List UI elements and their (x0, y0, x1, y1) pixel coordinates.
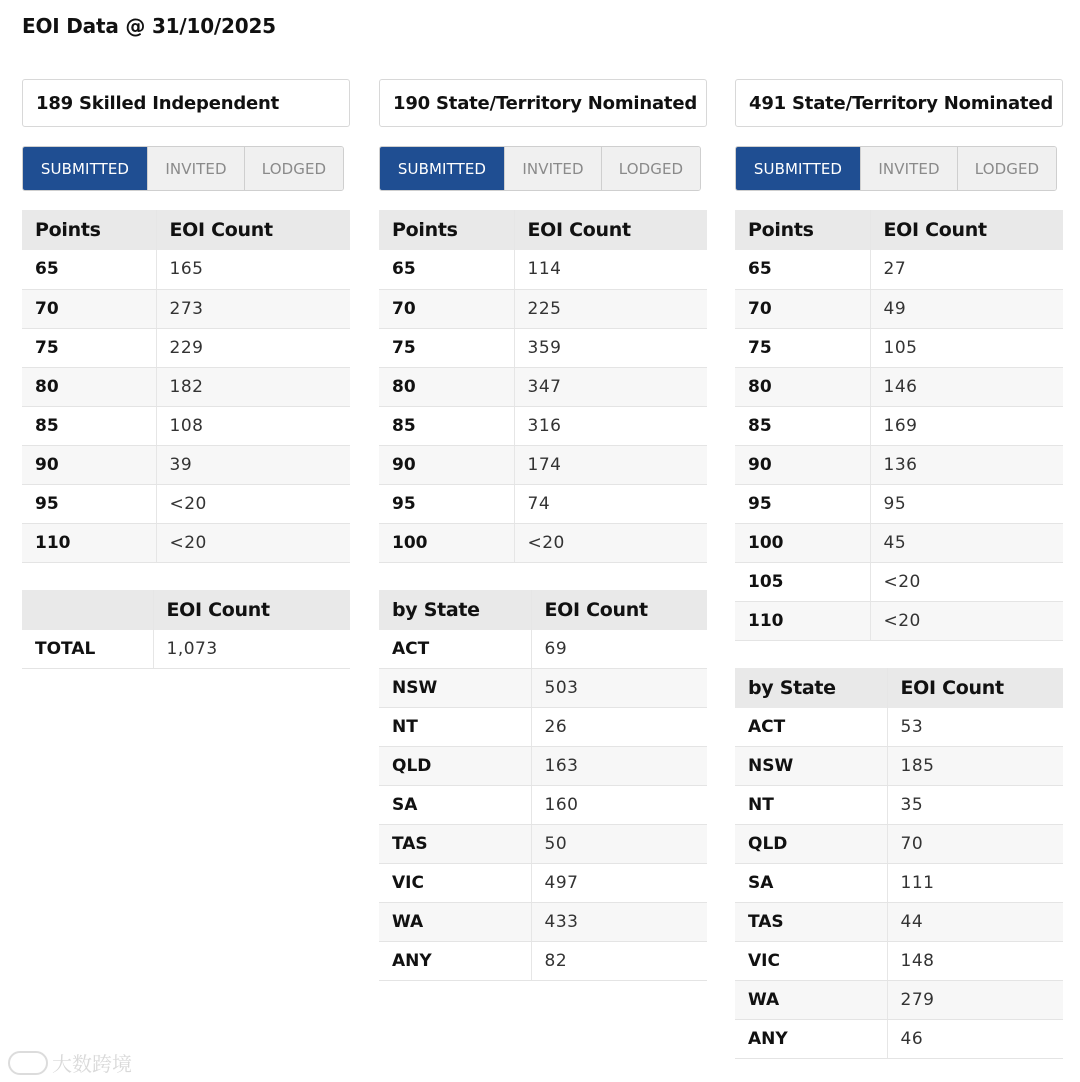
eoi-count-cell: 160 (531, 786, 707, 825)
column-header: Points (379, 210, 514, 250)
row-label: TOTAL (22, 630, 153, 669)
table-row (22, 367, 350, 406)
page-title: EOI Data @ 31/10/2025 (22, 14, 276, 38)
tab-lodged[interactable]: LODGED (958, 147, 1056, 190)
row-label: 90 (379, 445, 514, 484)
column-header: EOI Count (531, 590, 707, 630)
row-label: 75 (379, 328, 514, 367)
eoi-count-cell: 44 (887, 903, 1063, 942)
eoi-count-cell: 146 (870, 367, 1063, 406)
eoi-count-cell: 108 (156, 406, 350, 445)
row-label: 65 (379, 250, 514, 289)
tab-invited[interactable]: INVITED (148, 147, 245, 190)
visa-column (379, 79, 707, 981)
row-label: 75 (22, 328, 156, 367)
column-header: EOI Count (514, 210, 707, 250)
eoi-count-cell: 50 (531, 825, 707, 864)
table-row (379, 484, 707, 523)
tab-lodged[interactable]: LODGED (245, 147, 343, 190)
table-row (735, 708, 1063, 747)
row-label: QLD (735, 825, 887, 864)
table-row (735, 747, 1063, 786)
table-row (379, 367, 707, 406)
table-row (735, 484, 1063, 523)
table-row (22, 445, 350, 484)
row-label: ANY (379, 942, 531, 981)
visa-title: 189 Skilled Independent (22, 79, 350, 127)
tab-submitted[interactable]: SUBMITTED (23, 147, 148, 190)
eoi-count-cell: 74 (514, 484, 707, 523)
row-label: VIC (379, 864, 531, 903)
row-label: 75 (735, 328, 870, 367)
column-header: EOI Count (887, 668, 1063, 708)
table-row (735, 367, 1063, 406)
table-row (735, 445, 1063, 484)
eoi-count-cell: 316 (514, 406, 707, 445)
eoi-count-cell: 82 (531, 942, 707, 981)
table-row (379, 523, 707, 562)
row-label: 85 (735, 406, 870, 445)
column-header (22, 590, 153, 630)
eoi-count-cell: 95 (870, 484, 1063, 523)
status-toggle-group (22, 146, 344, 191)
table-row (379, 445, 707, 484)
eoi-count-cell: 229 (156, 328, 350, 367)
eoi-count-cell: 225 (514, 289, 707, 328)
row-label: 65 (22, 250, 156, 289)
total-table (22, 590, 350, 670)
table-row (22, 484, 350, 523)
state-table (379, 590, 707, 982)
table-row (735, 250, 1063, 289)
eoi-count-cell: 114 (514, 250, 707, 289)
table-row (735, 981, 1063, 1020)
eoi-count-cell: 46 (887, 1020, 1063, 1059)
row-label: 70 (735, 289, 870, 328)
table-row (379, 669, 707, 708)
table-row (379, 328, 707, 367)
table-row (379, 903, 707, 942)
state-table (735, 668, 1063, 1060)
eoi-count-cell: <20 (870, 562, 1063, 601)
table-row (735, 601, 1063, 640)
row-label: WA (379, 903, 531, 942)
eoi-count-cell: 163 (531, 747, 707, 786)
table-row (735, 562, 1063, 601)
eoi-count-cell: 347 (514, 367, 707, 406)
table-row (379, 289, 707, 328)
table-row (735, 786, 1063, 825)
eoi-count-cell: <20 (514, 523, 707, 562)
eoi-count-cell: 497 (531, 864, 707, 903)
table-row (379, 942, 707, 981)
table-row (379, 786, 707, 825)
status-toggle-group (379, 146, 701, 191)
visa-title: 190 State/Territory Nominated (379, 79, 707, 127)
table-row (735, 289, 1063, 328)
table-row (735, 942, 1063, 981)
eoi-count-cell: 26 (531, 708, 707, 747)
eoi-count-cell: 433 (531, 903, 707, 942)
eoi-count-cell: 185 (887, 747, 1063, 786)
eoi-count-cell: 136 (870, 445, 1063, 484)
row-label: ANY (735, 1020, 887, 1059)
table-row (22, 630, 350, 669)
table-row (735, 406, 1063, 445)
table-row (379, 864, 707, 903)
row-label: 80 (735, 367, 870, 406)
row-label: 100 (735, 523, 870, 562)
eoi-count-cell: 69 (531, 630, 707, 669)
row-label: 95 (735, 484, 870, 523)
eoi-count-cell: 148 (887, 942, 1063, 981)
row-label: SA (735, 864, 887, 903)
row-label: ACT (379, 630, 531, 669)
eoi-count-cell: 53 (887, 708, 1063, 747)
row-label: 70 (379, 289, 514, 328)
row-label: TAS (735, 903, 887, 942)
row-label: ACT (735, 708, 887, 747)
points-table (735, 210, 1063, 641)
eoi-count-cell: 503 (531, 669, 707, 708)
eoi-count-cell: 39 (156, 445, 350, 484)
row-label: 90 (22, 445, 156, 484)
row-label: 90 (735, 445, 870, 484)
visa-title: 491 State/Territory Nominated (735, 79, 1063, 127)
eoi-count-cell: 111 (887, 864, 1063, 903)
row-label: QLD (379, 747, 531, 786)
row-label: VIC (735, 942, 887, 981)
row-label: SA (379, 786, 531, 825)
table-row (22, 406, 350, 445)
row-label: 80 (379, 367, 514, 406)
table-row (735, 903, 1063, 942)
eoi-count-cell: 35 (887, 786, 1063, 825)
table-row (22, 289, 350, 328)
eoi-count-cell: 273 (156, 289, 350, 328)
table-row (22, 250, 350, 289)
row-label: NT (735, 786, 887, 825)
row-label: NT (379, 708, 531, 747)
visa-column (22, 79, 350, 669)
row-label: 110 (22, 523, 156, 562)
points-table (22, 210, 350, 563)
table-row (379, 406, 707, 445)
column-header: EOI Count (156, 210, 350, 250)
eoi-count-cell: 105 (870, 328, 1063, 367)
row-label: 65 (735, 250, 870, 289)
column-header: by State (735, 668, 887, 708)
row-label: 85 (22, 406, 156, 445)
table-row (379, 825, 707, 864)
column-header: EOI Count (870, 210, 1063, 250)
column-header: by State (379, 590, 531, 630)
visa-column (735, 79, 1063, 1059)
points-table (379, 210, 707, 563)
eoi-count-cell: 182 (156, 367, 350, 406)
eoi-count-cell: 359 (514, 328, 707, 367)
eoi-count-cell: 169 (870, 406, 1063, 445)
watermark-logo-icon (8, 1051, 48, 1075)
eoi-count-cell: 279 (887, 981, 1063, 1020)
eoi-count-cell: 45 (870, 523, 1063, 562)
row-label: TAS (379, 825, 531, 864)
table-row (735, 825, 1063, 864)
eoi-count-cell: 27 (870, 250, 1063, 289)
column-header: Points (735, 210, 870, 250)
row-label: WA (735, 981, 887, 1020)
row-label: 95 (379, 484, 514, 523)
eoi-count-cell: 174 (514, 445, 707, 484)
status-toggle-group (735, 146, 1057, 191)
table-row (379, 747, 707, 786)
table-row (379, 250, 707, 289)
eoi-count-cell: <20 (156, 484, 350, 523)
eoi-count-cell: 165 (156, 250, 350, 289)
tab-submitted[interactable]: SUBMITTED (380, 147, 505, 190)
eoi-count-cell: <20 (156, 523, 350, 562)
table-row (735, 523, 1063, 562)
row-label: 85 (379, 406, 514, 445)
column-header: Points (22, 210, 156, 250)
row-label: 70 (22, 289, 156, 328)
row-label: 80 (22, 367, 156, 406)
row-label: 105 (735, 562, 870, 601)
table-row (735, 1020, 1063, 1059)
row-label: 95 (22, 484, 156, 523)
table-row (735, 328, 1063, 367)
row-label: 110 (735, 601, 870, 640)
watermark (8, 1048, 132, 1077)
watermark-text: 大数跨境 (52, 1052, 132, 1076)
table-row (22, 328, 350, 367)
eoi-count-cell: 49 (870, 289, 1063, 328)
table-row (22, 523, 350, 562)
tab-invited[interactable]: INVITED (861, 147, 958, 190)
table-row (379, 708, 707, 747)
column-header: EOI Count (153, 590, 350, 630)
row-label: 100 (379, 523, 514, 562)
table-row (735, 864, 1063, 903)
table-row (379, 630, 707, 669)
tab-submitted[interactable]: SUBMITTED (736, 147, 861, 190)
tab-invited[interactable]: INVITED (505, 147, 602, 190)
row-label: NSW (735, 747, 887, 786)
eoi-count-cell: 70 (887, 825, 1063, 864)
tab-lodged[interactable]: LODGED (602, 147, 700, 190)
eoi-count-cell: <20 (870, 601, 1063, 640)
eoi-count-cell: 1,073 (153, 630, 350, 669)
row-label: NSW (379, 669, 531, 708)
